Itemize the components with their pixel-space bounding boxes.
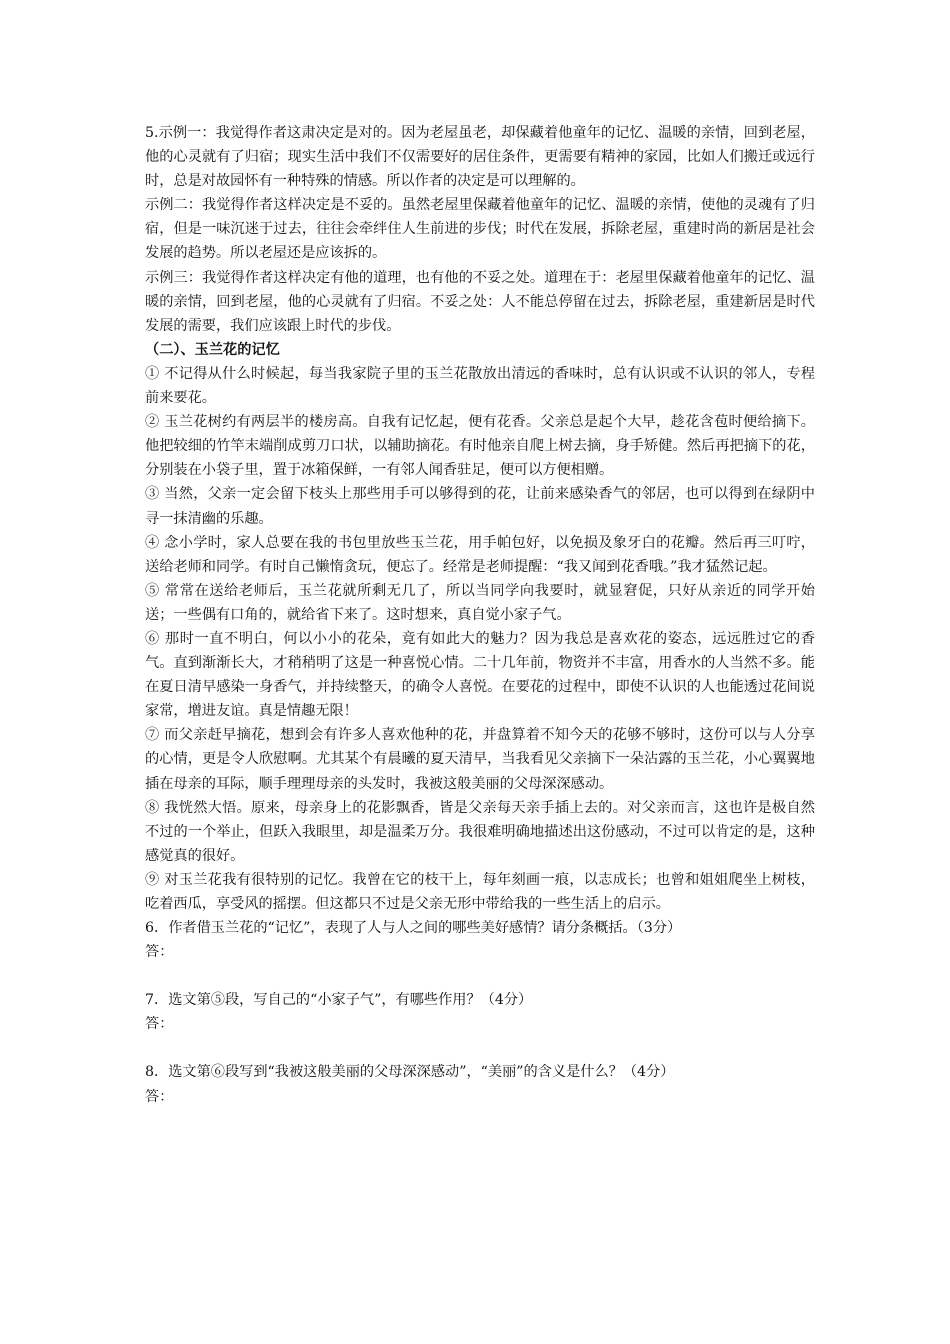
paragraph-1: ① 不记得从什么时候起，每当我家院子里的玉兰花散放出清远的香味时，总有认识或不认识的邻人，专程前来要花。 xyxy=(145,365,815,407)
question-7-answer-label: 答： xyxy=(145,1016,174,1033)
question-8: 8．选文第⑥段写到“我被这般美丽的父母深深感动”，“美丽”的含义是什么？（4分） xyxy=(145,1064,675,1081)
section-title: （二）、玉兰花的记忆 xyxy=(145,341,280,358)
paragraph-4: ④ 念小学时，家人总要在我的书包里放些玉兰花，用手帕包好，以免损及象牙白的花瓣。然后再三叮咛，送给老师和同学。有时自己懒惰贪玩，便忘了。经常是老师提醒：“我又闻到花香哦。”我才猛然记起。 xyxy=(145,534,815,575)
answer-5-example-2: 示例二：我觉得作者这样决定是不妥的。虽然老屋里保藏着他童年的记忆、温暖的亲情，使他的灵魂有了归宿，但是一味沉迷于过去，往往会牵绊住人生前进的步伐；时代在发展，拆除老屋，重建时尚的新居是社会发展的趋势。所以老屋还是应该拆的。 xyxy=(145,197,815,262)
question-8-answer-label: 答： xyxy=(145,1088,174,1105)
answer-space xyxy=(145,1036,815,1060)
answer-5-example-1: 5.示例一：我觉得作者这肃决定是对的。因为老屋虽老，却保藏着他童年的记忆、温暖的亲情，回到老屋，他的心灵就有了归宿；现实生活中我们不仅需要好的居住条件，更需要有精神的家园，比如人们搬迁或远行时，总是对故园怀有一种特殊的情感。所以作者的决定是可以理解的。 xyxy=(145,125,815,190)
answer-space xyxy=(145,964,815,988)
question-7: 7．选文第⑤段，写自己的“小家子气”，有哪些作用？（4分） xyxy=(145,992,533,1009)
paragraph-6: ⑥ 那时一直不明白，何以小小的花朵，竟有如此大的魅力？因为我总是喜欢花的姿态，远远胜过它的香气。直到渐渐长大，才稍稍明了这是一种喜悦心情。二十几年前，物资并不丰富，用香水的人当然不多。能在夏日清早感染一身香气，并持续整天，的确令人喜悦。在要花的过程中，即使不认识的人也能透过花间说家常，增进友谊。真是情趣无限！ xyxy=(145,630,815,720)
paragraph-9: ⑨ 对玉兰花我有很特别的记忆。我曾在它的枝干上，每年刻画一痕，以志成长；也曾和姐姐爬坐上树枝，吃着西瓜，享受风的摇摆。但这都只不过是父亲无形中带给我的一些生活上的启示。 xyxy=(145,871,815,912)
paragraph-5: ⑤ 常常在送给老师后，玉兰花就所剩无几了，所以当同学向我要时，就显窘促，只好从亲近的同学开始送；一些偶有口角的，就给省下来了。这时想来，真自觉小家子气。 xyxy=(145,582,815,623)
paragraph-8: ⑧ 我恍然大悟。原来，母亲身上的花影飘香，皆是父亲每天亲手插上去的。对父亲而言，这也许是极自然不过的一个举止，但跃入我眼里，却是温柔万分。我很难明确地描述出这份感动，不过可以肯定的是，这种感觉真的很好。 xyxy=(145,799,815,864)
paragraph-3: ③ 当然，父亲一定会留下枝头上那些用手可以够得到的花，让前来感染香气的邻居，也可以得到在绿阴中寻一抹清幽的乐趣。 xyxy=(145,486,815,527)
paragraph-2: ② 玉兰花树约有两层半的楼房高。自我有记忆起，便有花香。父亲总是起个大早，趁花含苞时便给摘下。他把较细的竹竿末端削成剪刀口状，以辅助摘花。有时他亲自爬上树去摘，身手矫健。然后再把摘下的花，分别装在小袋子里，置于冰箱保鲜，一有邻人闻香驻足，便可以方便相赠。 xyxy=(145,414,815,479)
question-6: 6．作者借玉兰花的“记忆”，表现了人与人之间的哪些美好感情？请分条概括。（3分） xyxy=(145,920,682,937)
paragraph-7: ⑦ 而父亲赶早摘花，想到会有许多人喜欢他种的花，并盘算着不知今天的花够不够时，这份可以与人分享的心情，更是令人欣慰啊。尤其某个有晨曦的夏天清早，当我看见父亲摘下一朵沾露的玉兰花，小心翼翼地插在母亲的耳际，顺手理理母亲的头发时，我被这般美丽的父母深深感动。 xyxy=(145,727,815,792)
document-page xyxy=(145,121,815,1109)
answer-5-example-3: 示例三：我觉得作者这样决定有他的道理，也有他的不妥之处。道理在于：老屋里保藏着他童年的记忆、温暖的亲情，回到老屋，他的心灵就有了归宿。不妥之处：人不能总停留在过去，拆除老屋，重建新居是时代发展的需要，我们应该跟上时代的步伐。 xyxy=(145,269,815,334)
question-6-answer-label: 答： xyxy=(145,944,174,961)
